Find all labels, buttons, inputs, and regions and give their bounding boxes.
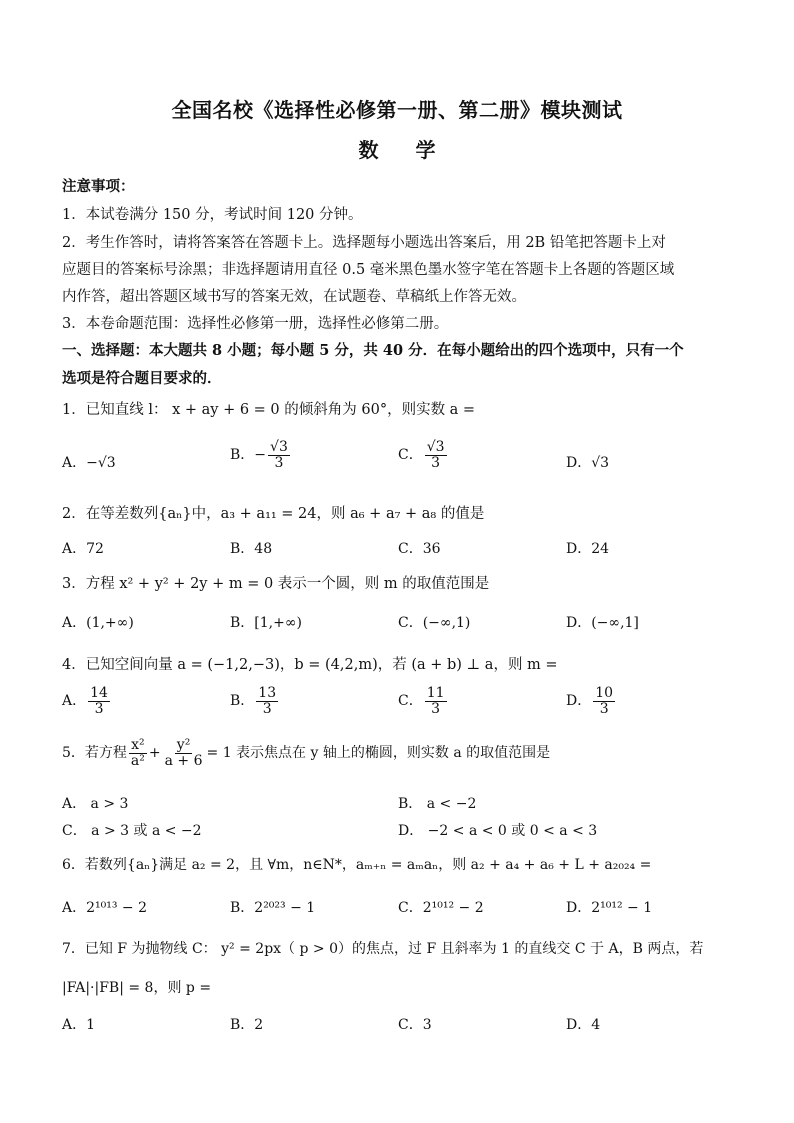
q1-option-a: A．−√3 [62, 455, 116, 471]
question-1-stem: 1．已知直线 l： x + ay + 6 = 0 的倾斜角为 60°，则实数 a = [62, 402, 476, 418]
q2-option-d: D．24 [566, 541, 610, 557]
q2-option-a: A．72 [62, 541, 104, 557]
question-5-stem: 5．若方程 $\frac{\text{x²}}{\text{a²}}$ + $\frac{\text{y²}}{a + 6}$ = 1 表示焦点在 y 轴上的椭圆，则实数 a 的取值范围是 [62, 737, 551, 769]
q4-option-c: C． $\frac{11}{3}$ [398, 685, 445, 717]
question-6-stem: 6．若数列{aₙ}满足 a₂ = 2，且 ∀m，n∈N*，aₘ₊ₙ = aₘaₙ，则 a₂ + a₄ + a₆ + L + a₂₀₂₄ = [62, 857, 652, 873]
q1-option-b: B．− $\frac{√3}{3}$ [230, 439, 288, 471]
section-heading-cont: 选项是符合题目要求的． [62, 370, 222, 387]
q7-option-a: A．1 [62, 1017, 96, 1033]
q1-option-c: C． $\frac{√3}{3}$ [398, 439, 445, 471]
q4-option-a: A． $\frac{14}{3}$ [62, 685, 108, 717]
q3-option-b: B．[1,+∞) [230, 615, 302, 631]
q4-option-b: B． $\frac{13}{3}$ [230, 685, 277, 717]
note-item: 应题目的答案标号涂黑；非选择题请用直径 0.5 毫米黑色墨水签字笔在答题卡上各题的答题区域 [62, 262, 675, 278]
q5-option-c: C． a > 3 或 a < −2 [62, 823, 202, 839]
exam-title: 全国名校《选择性必修第一册、第二册》模块测试 [171, 98, 623, 122]
q7-option-c: C．3 [398, 1017, 432, 1033]
q1-option-d: D．√3 [566, 455, 610, 471]
q2-option-c: C．36 [398, 541, 441, 557]
q5-option-b: B． a < −2 [398, 796, 477, 812]
section-heading: 一、选择题：本大题共 8 小题；每小题 5 分，共 40 分．在每小题给出的四个选项中，只有一个 [62, 342, 684, 359]
note-item: 3．本卷命题范围：选择性必修第一册，选择性必修第二册。 [62, 316, 449, 332]
q6-option-a: A．2¹⁰¹³ − 2 [62, 900, 148, 916]
question-7-stem-cont: |FA|·|FB| = 8，则 p = [62, 980, 212, 996]
q6-option-d: D．2¹⁰¹² − 1 [566, 900, 653, 916]
question-7-stem: 7．已知 F 为抛物线 C： y² = 2px（ p > 0）的焦点，过 F 且斜率为 1 的直线交 C 于 A，B 两点，若 [62, 941, 704, 957]
note-item: 1．本试卷满分 150 分，考试时间 120 分钟。 [62, 207, 363, 223]
q5-option-d: D． −2 < a < 0 或 0 < a < 3 [398, 823, 598, 839]
q6-option-c: C．2¹⁰¹² − 2 [398, 900, 484, 916]
q6-option-b: B．2²⁰²³ − 1 [230, 900, 316, 916]
question-2-stem: 2．在等差数列{aₙ}中，a₃ + a₁₁ = 24，则 a₆ + a₇ + a₈ 的值是 [62, 506, 485, 522]
q2-option-b: B．48 [230, 541, 273, 557]
q3-option-c: C．(−∞,1) [398, 615, 471, 631]
note-item: 2．考生作答时，请将答案答在答题卡上。选择题每小题选出答案后，用 2B 铅笔把答题卡上对 [62, 235, 666, 251]
note-item: 内作答，超出答题区域书写的答案无效，在试题卷、草稿纸上作答无效。 [62, 289, 526, 305]
question-3-stem: 3．方程 x² + y² + 2y + m = 0 表示一个圆，则 m 的取值范围是 [62, 576, 490, 592]
question-4-stem: 4．已知空间向量 a = (−1,2,−3)，b = (4,2,m)，若 (a + b) ⊥ a，则 m = [62, 657, 558, 673]
notes-heading: 注意事项： [62, 178, 135, 195]
q5-option-a: A． a > 3 [62, 796, 129, 812]
q3-option-d: D．(−∞,1] [566, 615, 639, 631]
subject-title: 数 学 [358, 138, 436, 162]
q3-option-a: A．(1,+∞) [62, 615, 134, 631]
q7-option-d: D．4 [566, 1017, 601, 1033]
q7-option-b: B．2 [230, 1017, 264, 1033]
q4-option-d: D． $\frac{10}{3}$ [566, 685, 614, 717]
